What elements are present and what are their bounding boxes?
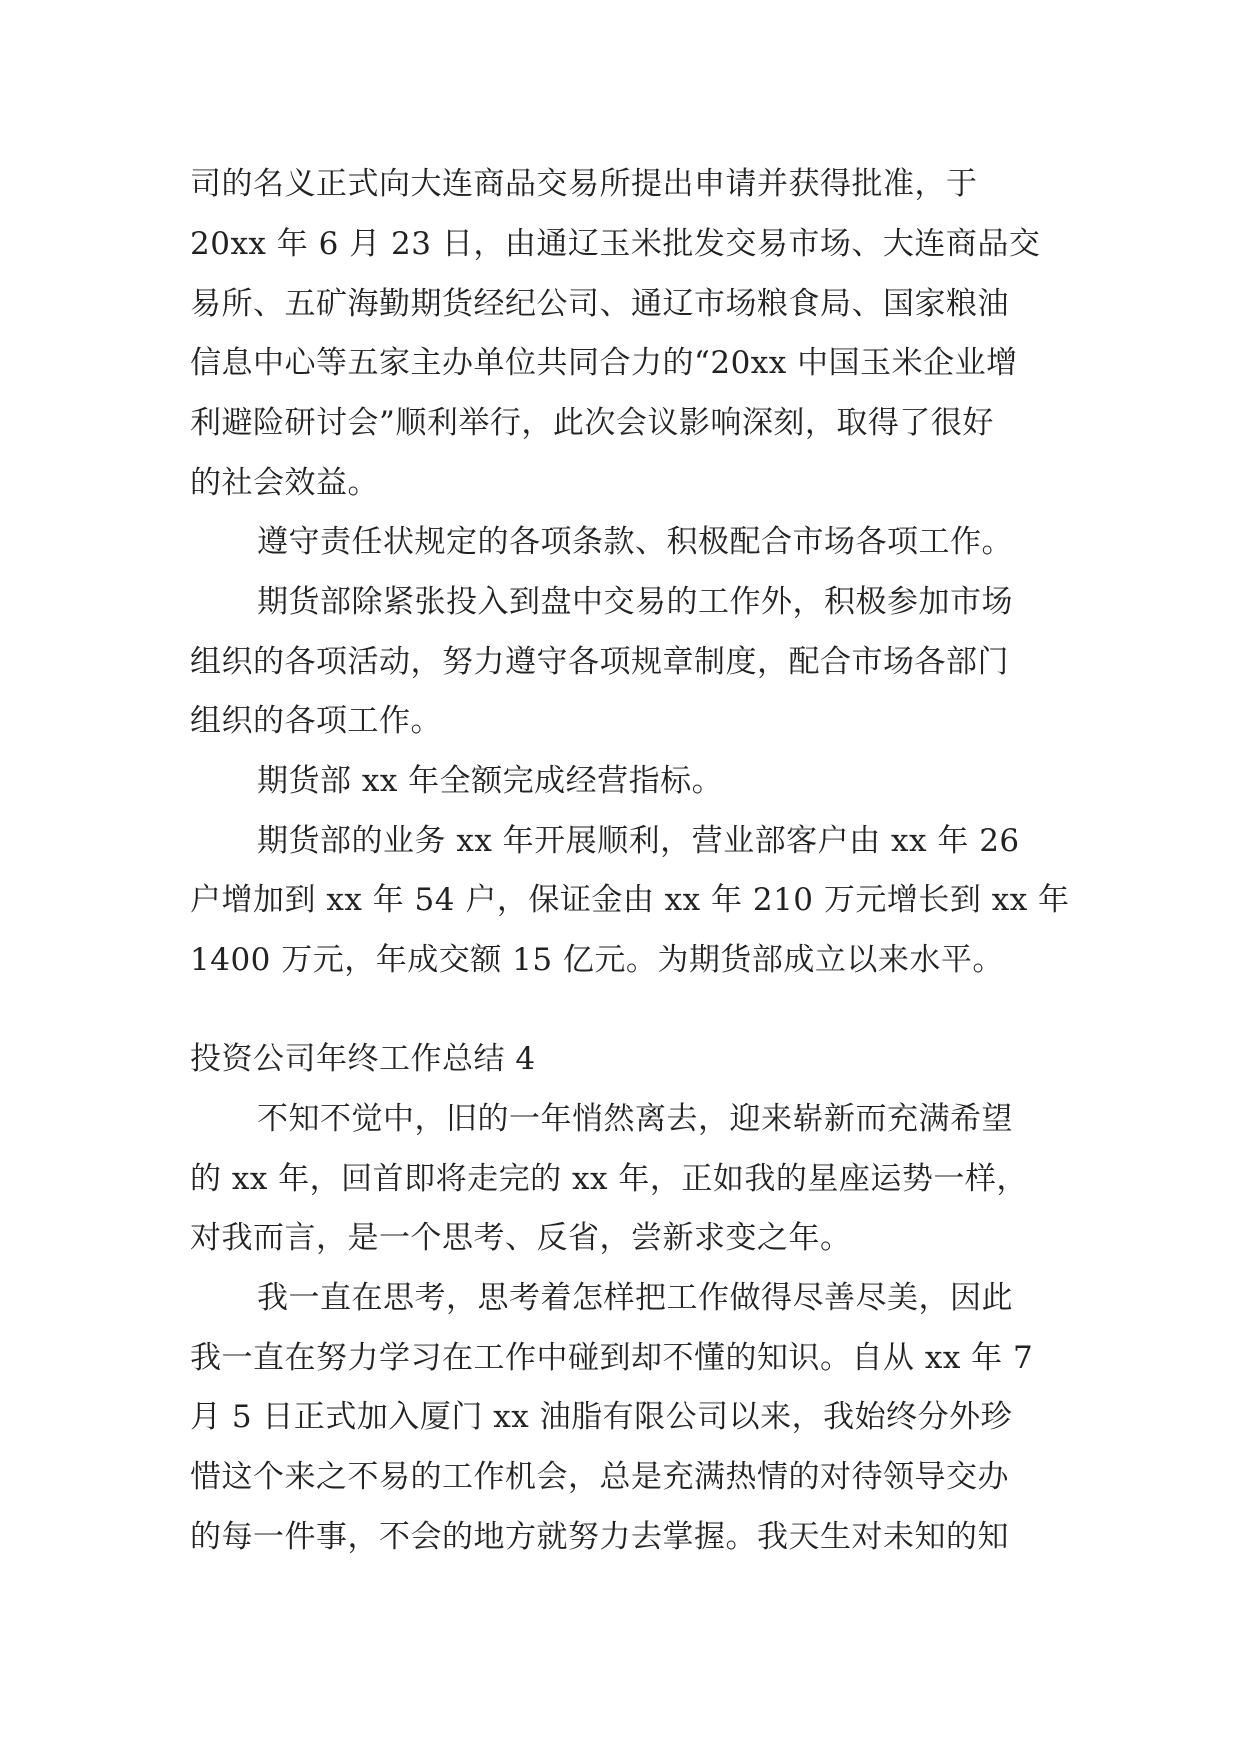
paragraph-first-line: 遵守责任状规定的各项条款、积极配合市场各项工作。	[257, 524, 1013, 560]
paragraph-first-line: 不知不觉中，旧的一年悄然离去，迎来崭新而充满希望	[257, 1101, 1013, 1137]
body-text-line: 1400 万元，年成交额 15 亿元。为期货部成立以来水平。	[190, 942, 1004, 978]
body-text-line: 惜这个来之不易的工作机会，总是充满热情的对待领导交办	[190, 1459, 1009, 1495]
body-text-line: 易所、五矿海勤期货经纪公司、通辽市场粮食局、国家粮油	[190, 286, 1009, 322]
body-text-line: 的 xx 年，回首即将走完的 xx 年，正如我的星座运势一样，	[190, 1161, 1028, 1197]
section-heading: 投资公司年终工作总结 4	[190, 1041, 536, 1077]
body-text-line: 司的名义正式向大连商品交易所提出申请并获得批准，于	[190, 166, 978, 202]
paragraph-first-line: 期货部 xx 年全额完成经营指标。	[257, 763, 724, 799]
body-text-line: 对我而言，是一个思考、反省，尝新求变之年。	[190, 1220, 852, 1256]
body-text-line: 的每一件事，不会的地方就努力去掌握。我天生对未知的知	[190, 1519, 1009, 1555]
paragraph-first-line: 期货部除紧张投入到盘中交易的工作外，积极参加市场	[257, 584, 1013, 620]
body-text-line: 利避险研讨会”顺利举行，此次会议影响深刻，取得了很好	[190, 405, 994, 441]
body-text-line: 20xx 年 6 月 23 日，由通辽玉米批发交易市场、大连商品交	[190, 226, 1041, 262]
body-text-line: 组织的各项工作。	[190, 703, 442, 739]
body-text-line: 的社会效益。	[190, 465, 379, 501]
body-text-line: 组织的各项活动，努力遵守各项规章制度，配合市场各部门	[190, 644, 1009, 680]
body-text-line: 月 5 日正式加入厦门 xx 油脂有限公司以来，我始终分外珍	[190, 1399, 1013, 1435]
body-text-line: 户增加到 xx 年 54 户，保证金由 xx 年 210 万元增长到 xx 年	[190, 882, 1070, 918]
body-text-line: 我一直在努力学习在工作中碰到却不懂的知识。自从 xx 年 7	[190, 1340, 1034, 1376]
body-text-line: 信息中心等五家主办单位共同合力的“20xx 中国玉米企业增	[190, 345, 1018, 381]
paragraph-first-line: 期货部的业务 xx 年开展顺利，营业部客户由 xx 年 26	[257, 823, 1020, 859]
paragraph-first-line: 我一直在思考，思考着怎样把工作做得尽善尽美，因此	[257, 1280, 1013, 1316]
